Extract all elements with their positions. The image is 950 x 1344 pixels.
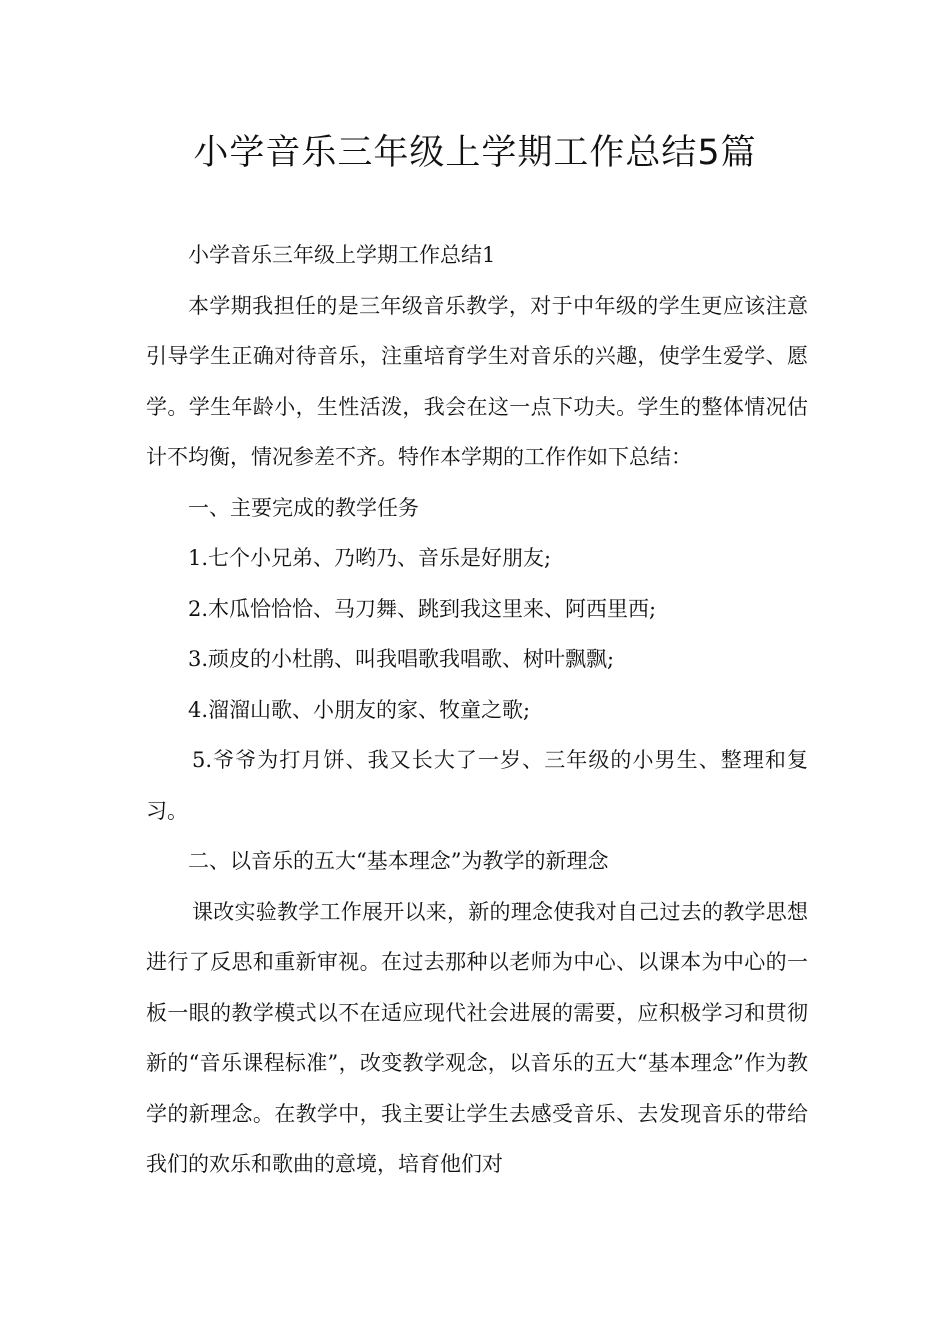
list-item-1: 1.七个小兄弟、乃哟乃、音乐是好朋友; [188,546,552,570]
list-item-2: 2.木瓜恰恰恰、马刀舞、跳到我这里来、阿西里西; [188,596,657,621]
list-item-4: 4.溜溜山歌、小朋友的家、牧童之歌; [188,697,531,722]
subheading-new-concepts: 二、以音乐的五大“基本理念”为教学的新理念 [188,849,609,873]
document-body [146,230,808,1190]
intro-paragraph: 本学期我担任的是三年级音乐教学，对于中年级的学生更应该注意引导学生正确对待音乐，注重培育学生对音乐的兴趣，使学生爱学、愿学。学生年龄小，生性活泼，我会在这一点下功夫。学生的整体情况估计不均衡，情况参差不齐。特作本学期的工作作如下总结： [146,293,808,469]
subheading-main-tasks: 一、主要完成的教学任务 [188,495,419,520]
section-heading-1: 小学音乐三年级上学期工作总结1 [188,243,496,267]
list-item-3: 3.顽皮的小杜鹃、叫我唱歌我唱歌、树叶飘飘; [188,647,615,671]
list-item-5: 5.爷爷为打月饼、我又长大了一岁、三年级的小男生、整理和复习。 [146,748,808,823]
reform-paragraph: 课改实验教学工作展开以来，新的理念使我对自己过去的教学思想进行了反思和重新审视。在过去那种以老师为中心、以课本为中心的一板一眼的教学模式以不在适应现代社会进展的需要，应积极学习和贯彻新的“音乐课程标准”，改变教学观念，以音乐的五大“基本理念”作为教学的新理念。在教学中，我主要让学生去感受音乐、去发现音乐的带给我们的欢乐和歌曲的意境，培育他们对 [146,899,808,1176]
document-title: 小学音乐三年级上学期工作总结5篇 [193,133,757,173]
